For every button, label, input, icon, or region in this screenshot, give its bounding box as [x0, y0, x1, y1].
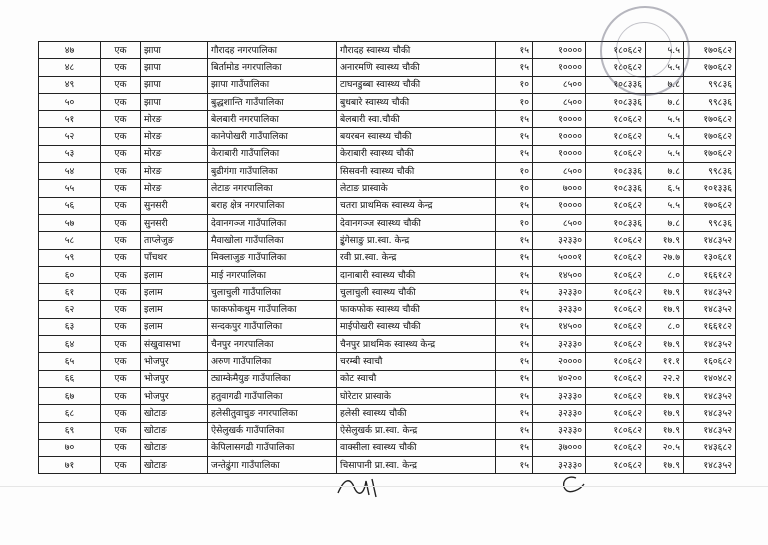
amount-cell: १८०६८२ — [586, 353, 646, 370]
posts-cell: १० — [496, 93, 533, 110]
serial-number-cell: ६५ — [39, 353, 101, 370]
palika-cell: केपिलासगढी गाउँपालिका — [208, 439, 337, 456]
amount-cell: ३७००० — [533, 439, 586, 456]
amount-cell: ४०२०० — [533, 370, 586, 387]
amount-cell: १०८३३६ — [586, 76, 646, 93]
district-cell: इलाम — [141, 301, 208, 318]
amount-cell: १०००० — [533, 145, 586, 162]
amount-cell: १०८३३६ — [586, 93, 646, 110]
amount-cell: १८०६८२ — [586, 42, 646, 59]
district-cell: मोरङ — [141, 163, 208, 180]
amount-cell: १८०६८२ — [586, 439, 646, 456]
amount-cell: १८०६८२ — [586, 457, 646, 474]
district-cell: खोटाङ — [141, 457, 208, 474]
palika-cell: झापा गाउँपालिका — [208, 76, 337, 93]
posts-cell: १० — [496, 180, 533, 197]
posts-cell: १५ — [496, 266, 533, 283]
district-cell: झापा — [141, 42, 208, 59]
amount-cell: १०८३३६ — [586, 214, 646, 231]
amount-cell: १०००० — [533, 197, 586, 214]
level-cell: एक — [101, 439, 141, 456]
palika-cell: हतुवागढी गाउँपालिका — [208, 387, 337, 404]
percent-cell: ५.५ — [646, 197, 684, 214]
total-cell: १६०६८२ — [684, 353, 736, 370]
percent-cell: ७.८ — [646, 76, 684, 93]
amount-cell: १८०६८२ — [586, 232, 646, 249]
total-cell: १७०६८२ — [684, 111, 736, 128]
level-cell: एक — [101, 353, 141, 370]
percent-cell: १७.९ — [646, 405, 684, 422]
palika-cell: माई नगरपालिका — [208, 266, 337, 283]
table-row — [39, 111, 736, 128]
serial-number-cell: ५२ — [39, 128, 101, 145]
organization-cell: चतरा प्राथमिक स्वास्थ्य केन्द्र — [337, 197, 496, 214]
posts-cell: १५ — [496, 439, 533, 456]
level-cell: एक — [101, 128, 141, 145]
district-cell: मोरङ — [141, 111, 208, 128]
total-cell: १४३६८२ — [684, 439, 736, 456]
posts-cell: १५ — [496, 59, 533, 76]
amount-cell: १०८३३६ — [586, 180, 646, 197]
percent-cell: ५.५ — [646, 128, 684, 145]
percent-cell: १७.९ — [646, 284, 684, 301]
district-cell: झापा — [141, 59, 208, 76]
level-cell: एक — [101, 93, 141, 110]
organization-cell: चुलाचुली स्वास्थ्य चौकी — [337, 284, 496, 301]
total-cell: १४८३५२ — [684, 405, 736, 422]
palika-cell: जन्तेढुंगा गाउँपालिका — [208, 457, 337, 474]
amount-cell: १८०६८२ — [586, 405, 646, 422]
serial-number-cell: ५१ — [39, 111, 101, 128]
posts-cell: १० — [496, 163, 533, 180]
table-row — [39, 163, 736, 180]
table-row — [39, 336, 736, 353]
table-row — [39, 405, 736, 422]
amount-cell: ३२३३० — [533, 457, 586, 474]
organization-cell: अनारमणि स्वास्थ्य चौकी — [337, 59, 496, 76]
table-row — [39, 318, 736, 335]
percent-cell: ६.५ — [646, 180, 684, 197]
percent-cell: ५.५ — [646, 42, 684, 59]
organization-cell: बुधबारे स्वास्थ्य चौकी — [337, 93, 496, 110]
palika-cell: बराह क्षेत्र नगरपालिका — [208, 197, 337, 214]
table-row — [39, 145, 736, 162]
amount-cell: १८०६८२ — [586, 145, 646, 162]
total-cell: १६६१८२ — [684, 266, 736, 283]
amount-cell: १०००० — [533, 59, 586, 76]
percent-cell: १७.९ — [646, 232, 684, 249]
district-cell: मोरङ — [141, 128, 208, 145]
palika-cell: हलेसीतुवाचुङ नगरपालिका — [208, 405, 337, 422]
amount-cell: १८०६८२ — [586, 301, 646, 318]
organization-cell: इुंगेसाङु प्रा.स्वा. केन्द्र — [337, 232, 496, 249]
palika-cell: ट्याम्केमैयुङ गाउँपालिका — [208, 370, 337, 387]
posts-cell: १५ — [496, 353, 533, 370]
amount-cell: १८०६८२ — [586, 197, 646, 214]
amount-cell: ३२३३० — [533, 301, 586, 318]
district-cell: इलाम — [141, 318, 208, 335]
total-cell: १४८३५२ — [684, 422, 736, 439]
organization-cell: दानाबारी स्वास्थ्य चौकी — [337, 266, 496, 283]
posts-cell: १५ — [496, 318, 533, 335]
serial-number-cell: ४९ — [39, 76, 101, 93]
table-row — [39, 128, 736, 145]
table-row — [39, 301, 736, 318]
amount-cell: ३२३३० — [533, 387, 586, 404]
serial-number-cell: ५६ — [39, 197, 101, 214]
amount-cell: ८५०० — [533, 93, 586, 110]
table-row — [39, 197, 736, 214]
percent-cell: १७.९ — [646, 422, 684, 439]
amount-cell: ८५०० — [533, 214, 586, 231]
level-cell: एक — [101, 422, 141, 439]
organization-cell: चैनपुर प्राथमिक स्वास्थ्य केन्द्र — [337, 336, 496, 353]
level-cell: एक — [101, 232, 141, 249]
level-cell: एक — [101, 59, 141, 76]
district-cell: खोटाङ — [141, 405, 208, 422]
amount-cell: २०००० — [533, 353, 586, 370]
serial-number-cell: ४८ — [39, 59, 101, 76]
serial-number-cell: ६६ — [39, 370, 101, 387]
palika-cell: लेटाङ नगरपालिका — [208, 180, 337, 197]
percent-cell: १७.९ — [646, 336, 684, 353]
level-cell: एक — [101, 180, 141, 197]
amount-cell: १४५०० — [533, 318, 586, 335]
level-cell: एक — [101, 42, 141, 59]
allocation-table — [38, 41, 736, 474]
level-cell: एक — [101, 145, 141, 162]
organization-cell: हलेसी स्वास्थ्य चौकी — [337, 405, 496, 422]
total-cell: १४८३५२ — [684, 232, 736, 249]
district-cell: इलाम — [141, 284, 208, 301]
table-row — [39, 284, 736, 301]
level-cell: एक — [101, 266, 141, 283]
palika-cell: फाकफोकथुम गाउँपालिका — [208, 301, 337, 318]
total-cell: १४८३५२ — [684, 336, 736, 353]
district-cell: इलाम — [141, 266, 208, 283]
total-cell: १७०६८२ — [684, 197, 736, 214]
palika-cell: कानेपोखरी गाउँपालिका — [208, 128, 337, 145]
total-cell: १४८३५२ — [684, 284, 736, 301]
organization-cell: गौरादह स्वास्थ्य चौकी — [337, 42, 496, 59]
total-cell: १७०६८२ — [684, 145, 736, 162]
amount-cell: १०००० — [533, 42, 586, 59]
serial-number-cell: ६८ — [39, 405, 101, 422]
level-cell: एक — [101, 163, 141, 180]
palika-cell: गौरादह नगरपालिका — [208, 42, 337, 59]
total-cell: १४०४८२ — [684, 370, 736, 387]
organization-cell: लेटाङ प्रास्वाके — [337, 180, 496, 197]
amount-cell: १०००० — [533, 111, 586, 128]
palika-cell: बुढीगंगा गाउँपालिका — [208, 163, 337, 180]
amount-cell: १०००० — [533, 128, 586, 145]
serial-number-cell: ६९ — [39, 422, 101, 439]
serial-number-cell: ५४ — [39, 163, 101, 180]
level-cell: एक — [101, 301, 141, 318]
percent-cell: २०.५ — [646, 439, 684, 456]
serial-number-cell: ४७ — [39, 42, 101, 59]
amount-cell: ३२३३० — [533, 422, 586, 439]
palika-cell: चैनपुर नगरपालिका — [208, 336, 337, 353]
organization-cell: रवी प्रा.स्वा. केन्द्र — [337, 249, 496, 266]
total-cell: १०१३३६ — [684, 180, 736, 197]
posts-cell: १५ — [496, 284, 533, 301]
organization-cell: सिसवनी स्वास्थ्य चौकी — [337, 163, 496, 180]
district-cell: ताप्लेजुङ — [141, 232, 208, 249]
table-row — [39, 353, 736, 370]
district-cell: पाँचथर — [141, 249, 208, 266]
district-cell: सुनसरी — [141, 214, 208, 231]
amount-cell: १८०६८२ — [586, 370, 646, 387]
palika-cell: बेलबारी नगरपालिका — [208, 111, 337, 128]
signature-right — [556, 472, 592, 496]
table-row — [39, 370, 736, 387]
palika-cell: मैवाखोला गाउँपालिका — [208, 232, 337, 249]
palika-cell: बिर्तामोड नगरपालिका — [208, 59, 337, 76]
serial-number-cell: ६१ — [39, 284, 101, 301]
palika-cell: अरुण गाउँपालिका — [208, 353, 337, 370]
table-row — [39, 232, 736, 249]
district-cell: संखुवासभा — [141, 336, 208, 353]
total-cell: १६६१८२ — [684, 318, 736, 335]
serial-number-cell: ६२ — [39, 301, 101, 318]
total-cell: ९९८३६ — [684, 76, 736, 93]
level-cell: एक — [101, 111, 141, 128]
percent-cell: ७.८ — [646, 214, 684, 231]
percent-cell: ५.५ — [646, 111, 684, 128]
posts-cell: १५ — [496, 111, 533, 128]
level-cell: एक — [101, 405, 141, 422]
scan-edge — [0, 486, 768, 487]
amount-cell: १८०६८२ — [586, 249, 646, 266]
serial-number-cell: ६७ — [39, 387, 101, 404]
percent-cell: २७.७ — [646, 249, 684, 266]
table-row — [39, 439, 736, 456]
palika-cell: सन्दकपुर गाउँपालिका — [208, 318, 337, 335]
organization-cell: ऐसेलुखर्क प्रा.स्वा. केन्द्र — [337, 422, 496, 439]
posts-cell: १५ — [496, 370, 533, 387]
amount-cell: ७००० — [533, 180, 586, 197]
serial-number-cell: ७१ — [39, 457, 101, 474]
office-stamp — [600, 6, 690, 96]
palika-cell: ऐसेलुखर्क गाउँपालिका — [208, 422, 337, 439]
level-cell: एक — [101, 370, 141, 387]
total-cell: १४८३५२ — [684, 387, 736, 404]
organization-cell: बेलबारी स्वा.चौकी — [337, 111, 496, 128]
serial-number-cell: ५० — [39, 93, 101, 110]
amount-cell: ५०००१ — [533, 249, 586, 266]
table-row — [39, 180, 736, 197]
district-cell: झापा — [141, 93, 208, 110]
serial-number-cell: ६३ — [39, 318, 101, 335]
amount-cell: १०८३३६ — [586, 163, 646, 180]
percent-cell: ७.८ — [646, 163, 684, 180]
amount-cell: ८५०० — [533, 76, 586, 93]
percent-cell: ८.० — [646, 318, 684, 335]
level-cell: एक — [101, 76, 141, 93]
percent-cell: १७.९ — [646, 457, 684, 474]
organization-cell: घोरेटार प्रास्वाके — [337, 387, 496, 404]
organization-cell: माईपोखरी स्वास्थ्य चौकी — [337, 318, 496, 335]
posts-cell: १५ — [496, 422, 533, 439]
posts-cell: १५ — [496, 336, 533, 353]
posts-cell: १५ — [496, 145, 533, 162]
amount-cell: १८०६८२ — [586, 336, 646, 353]
posts-cell: १५ — [496, 301, 533, 318]
organization-cell: वाक्सीला स्वास्थ्य चौकी — [337, 439, 496, 456]
serial-number-cell: ५३ — [39, 145, 101, 162]
posts-cell: १५ — [496, 405, 533, 422]
organization-cell: बयरबन स्वास्थ्य चौकी — [337, 128, 496, 145]
posts-cell: १५ — [496, 232, 533, 249]
total-cell: १७०६८२ — [684, 59, 736, 76]
posts-cell: १५ — [496, 457, 533, 474]
palika-cell: देवानगञ्ज गाउँपालिका — [208, 214, 337, 231]
level-cell: एक — [101, 214, 141, 231]
posts-cell: १५ — [496, 249, 533, 266]
amount-cell: ८५०० — [533, 163, 586, 180]
table-body — [39, 42, 736, 474]
percent-cell: १७.९ — [646, 387, 684, 404]
serial-number-cell: ५५ — [39, 180, 101, 197]
district-cell: मोरङ — [141, 180, 208, 197]
district-cell: सुनसरी — [141, 197, 208, 214]
table-row — [39, 93, 736, 110]
level-cell: एक — [101, 284, 141, 301]
organization-cell: फाकफोक स्वास्थ्य चौकी — [337, 301, 496, 318]
level-cell: एक — [101, 249, 141, 266]
table-row — [39, 387, 736, 404]
organization-cell: केराबारी स्वास्थ्य चौकी — [337, 145, 496, 162]
total-cell: १४८३५२ — [684, 301, 736, 318]
table-row — [39, 266, 736, 283]
total-cell: १७०६८२ — [684, 128, 736, 145]
level-cell: एक — [101, 457, 141, 474]
amount-cell: १४५०० — [533, 266, 586, 283]
level-cell: एक — [101, 336, 141, 353]
level-cell: एक — [101, 387, 141, 404]
amount-cell: ३२३३० — [533, 232, 586, 249]
amount-cell: १८०६८२ — [586, 111, 646, 128]
percent-cell: १७.९ — [646, 301, 684, 318]
total-cell: ९९८३६ — [684, 163, 736, 180]
table-row — [39, 457, 736, 474]
table-row — [39, 214, 736, 231]
amount-cell: १८०६८२ — [586, 422, 646, 439]
amount-cell: १८०६८२ — [586, 128, 646, 145]
palika-cell: बुद्धशान्ति गाउँपालिका — [208, 93, 337, 110]
posts-cell: १५ — [496, 197, 533, 214]
percent-cell: ८.० — [646, 266, 684, 283]
amount-cell: ३२३३० — [533, 336, 586, 353]
total-cell: १७०६८२ — [684, 42, 736, 59]
percent-cell: २२.२ — [646, 370, 684, 387]
serial-number-cell: ७० — [39, 439, 101, 456]
amount-cell: १८०६८२ — [586, 59, 646, 76]
serial-number-cell: ५७ — [39, 214, 101, 231]
percent-cell: ५.५ — [646, 145, 684, 162]
organization-cell: देवानगञ्ज स्वास्थ्य चौकी — [337, 214, 496, 231]
posts-cell: १० — [496, 214, 533, 231]
percent-cell: ५.५ — [646, 59, 684, 76]
palika-cell: मिक्लाजुङ गाउँपालिका — [208, 249, 337, 266]
amount-cell: १८०६८२ — [586, 266, 646, 283]
district-cell: भोजपुर — [141, 387, 208, 404]
posts-cell: १५ — [496, 42, 533, 59]
serial-number-cell: ५९ — [39, 249, 101, 266]
district-cell: भोजपुर — [141, 353, 208, 370]
serial-number-cell: ६४ — [39, 336, 101, 353]
district-cell: खोटाङ — [141, 439, 208, 456]
level-cell: एक — [101, 197, 141, 214]
posts-cell: १५ — [496, 128, 533, 145]
total-cell: १४८३५२ — [684, 457, 736, 474]
percent-cell: ११.१ — [646, 353, 684, 370]
posts-cell: १५ — [496, 387, 533, 404]
amount-cell: ३२३३० — [533, 405, 586, 422]
palika-cell: चुलाचुली गाउँपालिका — [208, 284, 337, 301]
district-cell: मोरङ — [141, 145, 208, 162]
amount-cell: १८०६८२ — [586, 387, 646, 404]
serial-number-cell: ५८ — [39, 232, 101, 249]
district-cell: भोजपुर — [141, 370, 208, 387]
organization-cell: कोट स्वाचौ — [337, 370, 496, 387]
amount-cell: १८०६८२ — [586, 284, 646, 301]
district-cell: खोटाङ — [141, 422, 208, 439]
posts-cell: १० — [496, 76, 533, 93]
amount-cell: १८०६८२ — [586, 318, 646, 335]
organization-cell: चिसापानी प्रा.स्वा. केन्द्र — [337, 457, 496, 474]
total-cell: ९९८३६ — [684, 93, 736, 110]
palika-cell: केराबारी गाउँपालिका — [208, 145, 337, 162]
total-cell: १३०६८१ — [684, 249, 736, 266]
table-row — [39, 249, 736, 266]
level-cell: एक — [101, 318, 141, 335]
district-cell: झापा — [141, 76, 208, 93]
amount-cell: ३२३३० — [533, 284, 586, 301]
serial-number-cell: ६० — [39, 266, 101, 283]
total-cell: ९९८३६ — [684, 214, 736, 231]
percent-cell: ७.८ — [646, 93, 684, 110]
table-row — [39, 422, 736, 439]
organization-cell: टाघनडुब्बा स्वास्थ्य चौकी — [337, 76, 496, 93]
organization-cell: चरम्बी स्वाचौ — [337, 353, 496, 370]
